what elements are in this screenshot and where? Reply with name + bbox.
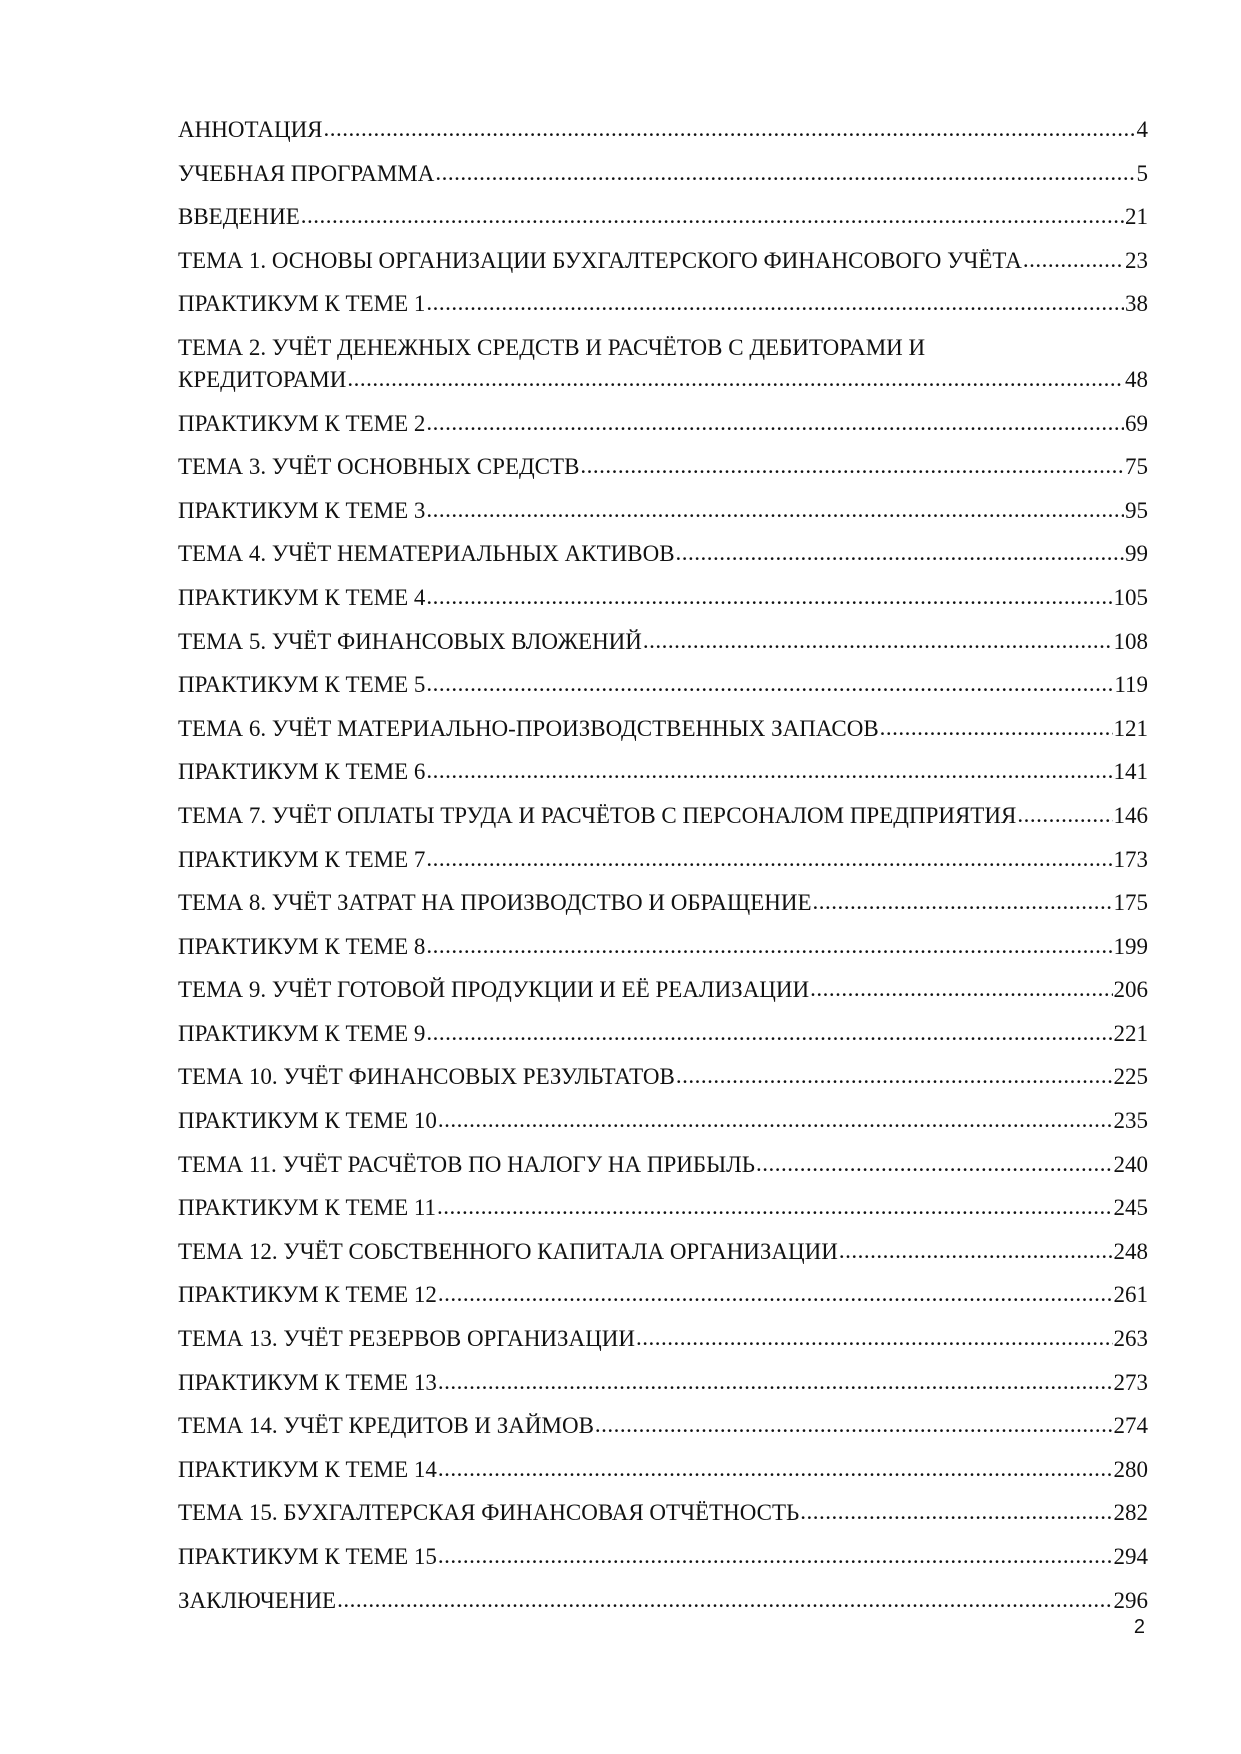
dot-leader — [426, 408, 1124, 438]
toc-entry-page: 263 — [1113, 1326, 1148, 1352]
toc-entry-title: ТЕМА 4. УЧЁТ НЕМАТЕРИАЛЬНЫХ АКТИВОВ — [178, 541, 675, 567]
toc-entry-page: 206 — [1113, 977, 1148, 1003]
toc-entry-title: ПРАКТИКУМ К ТЕМЕ 10 — [178, 1108, 437, 1134]
toc-entry-title: ВВЕДЕНИЕ — [178, 204, 300, 230]
table-of-contents — [178, 115, 1148, 1629]
toc-entry-topic-9[interactable] — [178, 975, 1148, 1005]
toc-entry-page: 175 — [1113, 890, 1148, 916]
toc-entry-practicum-8[interactable] — [178, 932, 1148, 962]
toc-entry-title: ТЕМА 12. УЧЁТ СОБСТВЕННОГО КАПИТАЛА ОРГАНИЗАЦИИ — [178, 1238, 838, 1264]
toc-entry-page: 119 — [1114, 672, 1148, 698]
toc-entry-page: 294 — [1113, 1544, 1148, 1569]
toc-entry-page: 4 — [1136, 117, 1148, 142]
dot-leader — [438, 1105, 1113, 1135]
toc-entry-title: ТЕМА 11. УЧЁТ РАСЧЁТОВ ПО НАЛОГУ НА ПРИБЫЛЬ — [178, 1151, 755, 1177]
page-number: 2 — [1133, 1616, 1145, 1638]
toc-entry-practicum-10[interactable] — [178, 1106, 1148, 1136]
toc-entry-topic-2[interactable] — [178, 333, 1148, 395]
toc-entry-title: ПРАКТИКУМ К ТЕМЕ 9 — [178, 1020, 426, 1046]
toc-entry-page: 105 — [1113, 584, 1148, 610]
toc-entry-title: ТЕМА 1. ОСНОВЫ ОРГАНИЗАЦИИ БУХГАЛТЕРСКОГО ФИНАНСОВОГО УЧЁТА — [178, 247, 1022, 273]
toc-entry-introduction[interactable] — [178, 202, 1148, 232]
toc-entry-practicum-2[interactable] — [178, 409, 1148, 439]
dot-leader — [756, 1149, 1113, 1179]
toc-entry-title: ПРАКТИКУМ К ТЕМЕ 5 — [178, 672, 426, 698]
dot-leader — [595, 1410, 1113, 1440]
toc-entry-page: 146 — [1113, 802, 1148, 828]
toc-entry-page: 121 — [1113, 715, 1148, 741]
dot-leader — [438, 1367, 1113, 1397]
toc-entry-topic-4[interactable] — [178, 539, 1148, 569]
dot-leader — [636, 1323, 1112, 1353]
toc-entry-practicum-11[interactable] — [178, 1193, 1148, 1223]
toc-entry-practicum-13[interactable] — [178, 1368, 1148, 1398]
toc-entry-page: 199 — [1113, 933, 1148, 959]
toc-entry-title: ПРАКТИКУМ К ТЕМЕ 6 — [178, 759, 426, 785]
toc-entry-second-line — [178, 365, 1148, 395]
toc-entry-title: УЧЕБНАЯ ПРОГРАММА — [178, 160, 435, 186]
dot-leader — [880, 713, 1113, 743]
toc-entry-title: ПРАКТИКУМ К ТЕМЕ 4 — [178, 584, 426, 610]
toc-entry-page: 173 — [1113, 846, 1148, 872]
toc-entry-page: 23 — [1125, 247, 1148, 273]
toc-entry-topic-7[interactable] — [178, 801, 1148, 831]
toc-entry-page: 99 — [1125, 541, 1148, 567]
toc-entry-topic-12[interactable] — [178, 1237, 1148, 1267]
dot-leader — [426, 756, 1112, 786]
dot-leader — [438, 1279, 1113, 1309]
dot-leader — [438, 1541, 1113, 1571]
toc-entry-title: ТЕМА 10. УЧЁТ ФИНАНСОВЫХ РЕЗУЛЬТАТОВ — [178, 1064, 675, 1090]
dot-leader — [813, 887, 1113, 917]
dot-leader — [438, 1454, 1113, 1484]
toc-entry-topic-13[interactable] — [178, 1324, 1148, 1354]
dot-leader — [426, 669, 1113, 699]
toc-entry-practicum-5[interactable] — [178, 670, 1148, 700]
toc-entry-page: 21 — [1125, 204, 1148, 230]
toc-entry-practicum-14[interactable] — [178, 1455, 1148, 1485]
toc-entry-practicum-15[interactable] — [178, 1542, 1148, 1572]
toc-entry-page: 38 — [1125, 291, 1148, 317]
toc-entry-title: ПРАКТИКУМ К ТЕМЕ 2 — [178, 410, 426, 436]
toc-entry-page: 95 — [1125, 497, 1148, 523]
toc-entry-page: 280 — [1113, 1456, 1148, 1482]
toc-entry-practicum-9[interactable] — [178, 1019, 1148, 1049]
dot-leader — [800, 1497, 1112, 1527]
toc-entry-title: ТЕМА 5. УЧЁТ ФИНАНСОВЫХ ВЛОЖЕНИЙ — [178, 628, 642, 654]
toc-entry-page: 225 — [1113, 1064, 1148, 1090]
dot-leader — [1023, 245, 1124, 275]
toc-entry-title: АННОТАЦИЯ — [178, 117, 323, 142]
toc-entry-title: ПРАКТИКУМ К ТЕМЕ 1 — [178, 291, 426, 317]
toc-entry-title: ПРАКТИКУМ К ТЕМЕ 12 — [178, 1282, 437, 1308]
toc-entry-page: 75 — [1125, 454, 1148, 480]
toc-entry-title: ТЕМА 13. УЧЁТ РЕЗЕРВОВ ОРГАНИЗАЦИИ — [178, 1326, 636, 1352]
toc-entry-title: ЗАКЛЮЧЕНИЕ — [178, 1587, 337, 1613]
toc-entry-page: 48 — [1125, 366, 1148, 392]
toc-entry-page: 5 — [1136, 160, 1148, 186]
dot-leader — [435, 158, 1135, 188]
dot-leader — [426, 1018, 1112, 1048]
toc-entry-page: 282 — [1113, 1500, 1148, 1526]
dot-leader — [1017, 800, 1112, 830]
dot-leader — [337, 1585, 1112, 1615]
toc-entry-annotation[interactable] — [178, 115, 1148, 145]
dot-leader — [839, 1236, 1113, 1266]
toc-entry-page: 141 — [1113, 759, 1148, 785]
toc-entry-title: ТЕМА 7. УЧЁТ ОПЛАТЫ ТРУДА И РАСЧЁТОВ С ПЕРСОНАЛОМ ПРЕДПРИЯТИЯ — [178, 802, 1017, 828]
dot-leader — [437, 1192, 1112, 1222]
toc-entry-topic-5[interactable] — [178, 627, 1148, 657]
dot-leader — [426, 582, 1112, 612]
toc-entry-page: 235 — [1113, 1108, 1148, 1134]
toc-entry-topic-10[interactable] — [178, 1062, 1148, 1092]
dot-leader — [426, 495, 1124, 525]
toc-entry-page: 69 — [1125, 410, 1148, 436]
toc-entry-title-line1: ТЕМА 2. УЧЁТ ДЕНЕЖНЫХ СРЕДСТВ И РАСЧЁТОВ С ДЕБИТОРАМИ И — [178, 334, 926, 360]
toc-entry-title: ТЕМА 6. УЧЁТ МАТЕРИАЛЬНО-ПРОИЗВОДСТВЕННЫХ ЗАПАСОВ — [178, 715, 879, 741]
toc-entry-topic-14[interactable] — [178, 1411, 1148, 1441]
dot-leader — [810, 974, 1112, 1004]
toc-entry-practicum-4[interactable] — [178, 583, 1148, 613]
toc-entry-title: ТЕМА 9. УЧЁТ ГОТОВОЙ ПРОДУКЦИИ И ЕЁ РЕАЛИЗАЦИИ — [178, 977, 810, 1003]
toc-entry-topic-15[interactable] — [178, 1498, 1148, 1528]
toc-entry-title: ПРАКТИКУМ К ТЕМЕ 3 — [178, 497, 426, 523]
dot-leader — [426, 844, 1112, 874]
toc-entry-conclusion[interactable] — [178, 1586, 1148, 1616]
toc-entry-title: ТЕМА 8. УЧЁТ ЗАТРАТ НА ПРОИЗВОДСТВО И ОБРАЩЕНИЕ — [178, 890, 812, 916]
toc-entry-topic-3[interactable] — [178, 452, 1148, 482]
toc-entry-topic-1[interactable] — [178, 246, 1148, 276]
toc-entry-page: 274 — [1113, 1413, 1148, 1439]
toc-entry-practicum-3[interactable] — [178, 496, 1148, 526]
toc-entry-topic-6[interactable] — [178, 714, 1148, 744]
dot-leader — [676, 538, 1124, 568]
toc-entry-page: 240 — [1113, 1151, 1148, 1177]
toc-entry-title: ПРАКТИКУМ К ТЕМЕ 11 — [178, 1195, 437, 1221]
toc-entry-practicum-12[interactable] — [178, 1280, 1148, 1310]
dot-leader — [676, 1061, 1113, 1091]
toc-entry-title: ПРАКТИКУМ К ТЕМЕ 15 — [178, 1544, 437, 1569]
toc-entry-topic-8[interactable] — [178, 888, 1148, 918]
toc-entry-title-line2: КРЕДИТОРАМИ — [178, 366, 347, 392]
toc-entry-page: 245 — [1113, 1195, 1148, 1221]
toc-entry-title: ТЕМА 15. БУХГАЛТЕРСКАЯ ФИНАНСОВАЯ ОТЧЁТНОСТЬ — [178, 1500, 800, 1526]
toc-entry-title: ПРАКТИКУМ К ТЕМЕ 13 — [178, 1369, 437, 1395]
dot-leader — [643, 626, 1113, 656]
toc-entry-page: 273 — [1113, 1369, 1148, 1395]
toc-entry-page: 248 — [1113, 1238, 1148, 1264]
dot-leader — [301, 201, 1124, 231]
toc-entry-title: ТЕМА 3. УЧЁТ ОСНОВНЫХ СРЕДСТВ — [178, 454, 580, 480]
toc-entry-curriculum[interactable] — [178, 159, 1148, 189]
toc-entry-title: ПРАКТИКУМ К ТЕМЕ 14 — [178, 1456, 437, 1482]
toc-entry-topic-11[interactable] — [178, 1150, 1148, 1180]
toc-entry-page: 261 — [1113, 1282, 1148, 1308]
toc-entry-practicum-7[interactable] — [178, 845, 1148, 875]
dot-leader — [580, 451, 1124, 481]
dot-leader — [426, 931, 1112, 961]
toc-entry-title: ПРАКТИКУМ К ТЕМЕ 7 — [178, 846, 426, 872]
toc-entry-practicum-1[interactable] — [178, 289, 1148, 319]
dot-leader — [324, 114, 1136, 144]
toc-entry-title: ТЕМА 14. УЧЁТ КРЕДИТОВ И ЗАЙМОВ — [178, 1413, 594, 1439]
toc-entry-title: ПРАКТИКУМ К ТЕМЕ 8 — [178, 933, 426, 959]
toc-entry-page: 296 — [1113, 1587, 1148, 1613]
toc-entry-page: 108 — [1113, 628, 1148, 654]
toc-entry-practicum-6[interactable] — [178, 757, 1148, 787]
dot-leader — [426, 288, 1124, 318]
dot-leader — [347, 364, 1124, 394]
toc-entry-page: 221 — [1113, 1020, 1148, 1046]
